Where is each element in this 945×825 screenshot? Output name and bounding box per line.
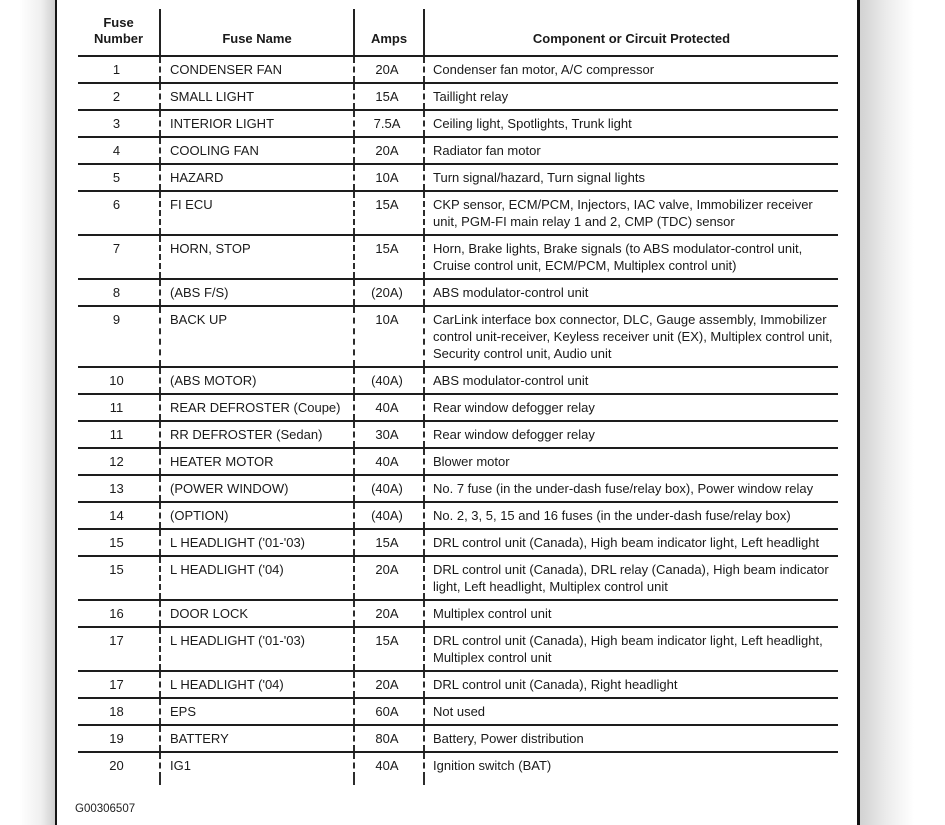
table-row xyxy=(78,556,838,600)
fuse-name-cell: RR DEFROSTER (Sedan) xyxy=(160,421,354,448)
table-row xyxy=(78,110,838,137)
component-cell: Ignition switch (BAT) xyxy=(424,752,838,778)
component-cell: Blower motor xyxy=(424,448,838,475)
fuse-name-cell: L HEADLIGHT ('01-'03) xyxy=(160,627,354,671)
fuse-name-cell: EPS xyxy=(160,698,354,725)
table-row xyxy=(78,627,838,671)
amps-cell: 20A xyxy=(354,556,424,600)
fuse-number-cell: 8 xyxy=(78,279,160,306)
page-right-edge-line xyxy=(857,0,860,825)
fuse-name-cell: HAZARD xyxy=(160,164,354,191)
amps-cell: 40A xyxy=(354,394,424,421)
fuse-name-cell: INTERIOR LIGHT xyxy=(160,110,354,137)
table-row xyxy=(78,394,838,421)
fuse-name-cell: L HEADLIGHT ('04) xyxy=(160,556,354,600)
component-cell: DRL control unit (Canada), DRL relay (Canada), High beam indicator light, Left headlight, Multiplex control unit xyxy=(424,556,838,600)
component-cell: Battery, Power distribution xyxy=(424,725,838,752)
fuse-table-header-row xyxy=(78,9,838,56)
fuse-number-cell: 13 xyxy=(78,475,160,502)
component-cell: CarLink interface box connector, DLC, Gauge assembly, Immobilizer control unit-receiver, Keyless receiver unit (EX), Multiplex control unit, Security control unit, Audio unit xyxy=(424,306,838,367)
table-row xyxy=(78,698,838,725)
amps-cell: (40A) xyxy=(354,367,424,394)
amps-cell: 7.5A xyxy=(354,110,424,137)
fuse-number-cell: 5 xyxy=(78,164,160,191)
component-cell: Condenser fan motor, A/C compressor xyxy=(424,56,838,83)
component-cell: Ceiling light, Spotlights, Trunk light xyxy=(424,110,838,137)
table-row xyxy=(78,367,838,394)
amps-cell: 80A xyxy=(354,725,424,752)
amps-cell: 15A xyxy=(354,83,424,110)
fuse-name-cell: L HEADLIGHT ('01-'03) xyxy=(160,529,354,556)
table-row xyxy=(78,448,838,475)
component-cell: DRL control unit (Canada), High beam indicator light, Left headlight, Multiplex control unit xyxy=(424,627,838,671)
fuse-name-cell: SMALL LIGHT xyxy=(160,83,354,110)
table-row xyxy=(78,421,838,448)
amps-cell: 15A xyxy=(354,627,424,671)
fuse-number-cell: 14 xyxy=(78,502,160,529)
component-cell: Turn signal/hazard, Turn signal lights xyxy=(424,164,838,191)
component-cell: CKP sensor, ECM/PCM, Injectors, IAC valve, Immobilizer receiver unit, PGM-FI main relay 1 and 2, CMP (TDC) sensor xyxy=(424,191,838,235)
component-cell: DRL control unit (Canada), High beam indicator light, Left headlight xyxy=(424,529,838,556)
table-row xyxy=(78,137,838,164)
amps-cell: 15A xyxy=(354,529,424,556)
table-row xyxy=(78,725,838,752)
fuse-name-cell: FI ECU xyxy=(160,191,354,235)
component-cell: No. 2, 3, 5, 15 and 16 fuses (in the under-dash fuse/relay box) xyxy=(424,502,838,529)
component-cell: Multiplex control unit xyxy=(424,600,838,627)
fuse-number-cell: 9 xyxy=(78,306,160,367)
fuse-name-cell: (POWER WINDOW) xyxy=(160,475,354,502)
page-left-edge-line xyxy=(55,0,57,825)
table-row xyxy=(78,502,838,529)
fuse-number-cell: 17 xyxy=(78,671,160,698)
table-trailing-dashes xyxy=(78,778,838,785)
component-cell: Rear window defogger relay xyxy=(424,394,838,421)
fuse-name-cell: CONDENSER FAN xyxy=(160,56,354,83)
table-row xyxy=(78,671,838,698)
figure-code: G00306507 xyxy=(75,803,136,815)
header-fuse-number: Fuse Number xyxy=(78,9,160,56)
fuse-number-cell: 3 xyxy=(78,110,160,137)
table-row xyxy=(78,83,838,110)
table-row xyxy=(78,600,838,627)
amps-cell: (40A) xyxy=(354,475,424,502)
table-row xyxy=(78,164,838,191)
amps-cell: 10A xyxy=(354,306,424,367)
fuse-number-cell: 16 xyxy=(78,600,160,627)
scan-left-shadow xyxy=(0,0,55,825)
header-fuse-name: Fuse Name xyxy=(160,9,354,56)
amps-cell: (40A) xyxy=(354,502,424,529)
amps-cell: 60A xyxy=(354,698,424,725)
component-cell: No. 7 fuse (in the under-dash fuse/relay box), Power window relay xyxy=(424,475,838,502)
amps-cell: 20A xyxy=(354,56,424,83)
header-amps: Amps xyxy=(354,9,424,56)
component-cell: Not used xyxy=(424,698,838,725)
component-cell: ABS modulator-control unit xyxy=(424,367,838,394)
component-cell: Horn, Brake lights, Brake signals (to ABS modulator-control unit, Cruise control unit, ECM/PCM, Multiplex control unit) xyxy=(424,235,838,279)
component-cell: Radiator fan motor xyxy=(424,137,838,164)
fuse-number-cell: 7 xyxy=(78,235,160,279)
scan-right-shadow xyxy=(860,0,920,825)
amps-cell: 30A xyxy=(354,421,424,448)
fuse-name-cell: COOLING FAN xyxy=(160,137,354,164)
table-row xyxy=(78,191,838,235)
table-row xyxy=(78,752,838,778)
amps-cell: 40A xyxy=(354,752,424,778)
fuse-name-cell: DOOR LOCK xyxy=(160,600,354,627)
fuse-number-cell: 15 xyxy=(78,556,160,600)
amps-cell: 20A xyxy=(354,671,424,698)
amps-cell: 20A xyxy=(354,137,424,164)
table-row xyxy=(78,56,838,83)
fuse-number-cell: 11 xyxy=(78,421,160,448)
trailing-dash-cell xyxy=(78,778,160,785)
component-cell: ABS modulator-control unit xyxy=(424,279,838,306)
fuse-name-cell: HEATER MOTOR xyxy=(160,448,354,475)
amps-cell: 10A xyxy=(354,164,424,191)
fuse-number-cell: 19 xyxy=(78,725,160,752)
fuse-number-cell: 10 xyxy=(78,367,160,394)
table-row xyxy=(78,475,838,502)
table-row xyxy=(78,529,838,556)
fuse-name-cell: (ABS MOTOR) xyxy=(160,367,354,394)
amps-cell: 20A xyxy=(354,600,424,627)
fuse-name-cell: L HEADLIGHT ('04) xyxy=(160,671,354,698)
amps-cell: 15A xyxy=(354,191,424,235)
fuse-name-cell: (OPTION) xyxy=(160,502,354,529)
trailing-dash-cell xyxy=(424,778,838,785)
fuse-name-cell: (ABS F/S) xyxy=(160,279,354,306)
amps-cell: 15A xyxy=(354,235,424,279)
fuse-table xyxy=(78,9,838,785)
trailing-dash-cell xyxy=(354,778,424,785)
component-cell: DRL control unit (Canada), Right headlight xyxy=(424,671,838,698)
component-cell: Rear window defogger relay xyxy=(424,421,838,448)
fuse-number-cell: 6 xyxy=(78,191,160,235)
fuse-number-cell: 1 xyxy=(78,56,160,83)
table-row xyxy=(78,306,838,367)
fuse-number-cell: 11 xyxy=(78,394,160,421)
fuse-name-cell: REAR DEFROSTER (Coupe) xyxy=(160,394,354,421)
fuse-number-cell: 15 xyxy=(78,529,160,556)
fuse-number-cell: 20 xyxy=(109,758,124,773)
trailing-dash-cell xyxy=(160,778,354,785)
fuse-number-cell: 17 xyxy=(78,627,160,671)
table-row xyxy=(78,235,838,279)
fuse-name-cell: HORN, STOP xyxy=(160,235,354,279)
fuse-table-body xyxy=(78,56,838,785)
amps-cell: (20A) xyxy=(354,279,424,306)
amps-cell: 40A xyxy=(354,448,424,475)
header-component: Component or Circuit Protected xyxy=(424,9,838,56)
fuse-name-cell: BACK UP xyxy=(160,306,354,367)
fuse-number-cell: 2 xyxy=(78,83,160,110)
fuse-number-cell: 4 xyxy=(78,137,160,164)
fuse-number-cell: 18 xyxy=(78,698,160,725)
fuse-number-cell: 12 xyxy=(78,448,160,475)
table-row xyxy=(78,279,838,306)
fuse-name-cell: IG1 xyxy=(160,752,354,778)
component-cell: Taillight relay xyxy=(424,83,838,110)
fuse-name-cell: BATTERY xyxy=(160,725,354,752)
